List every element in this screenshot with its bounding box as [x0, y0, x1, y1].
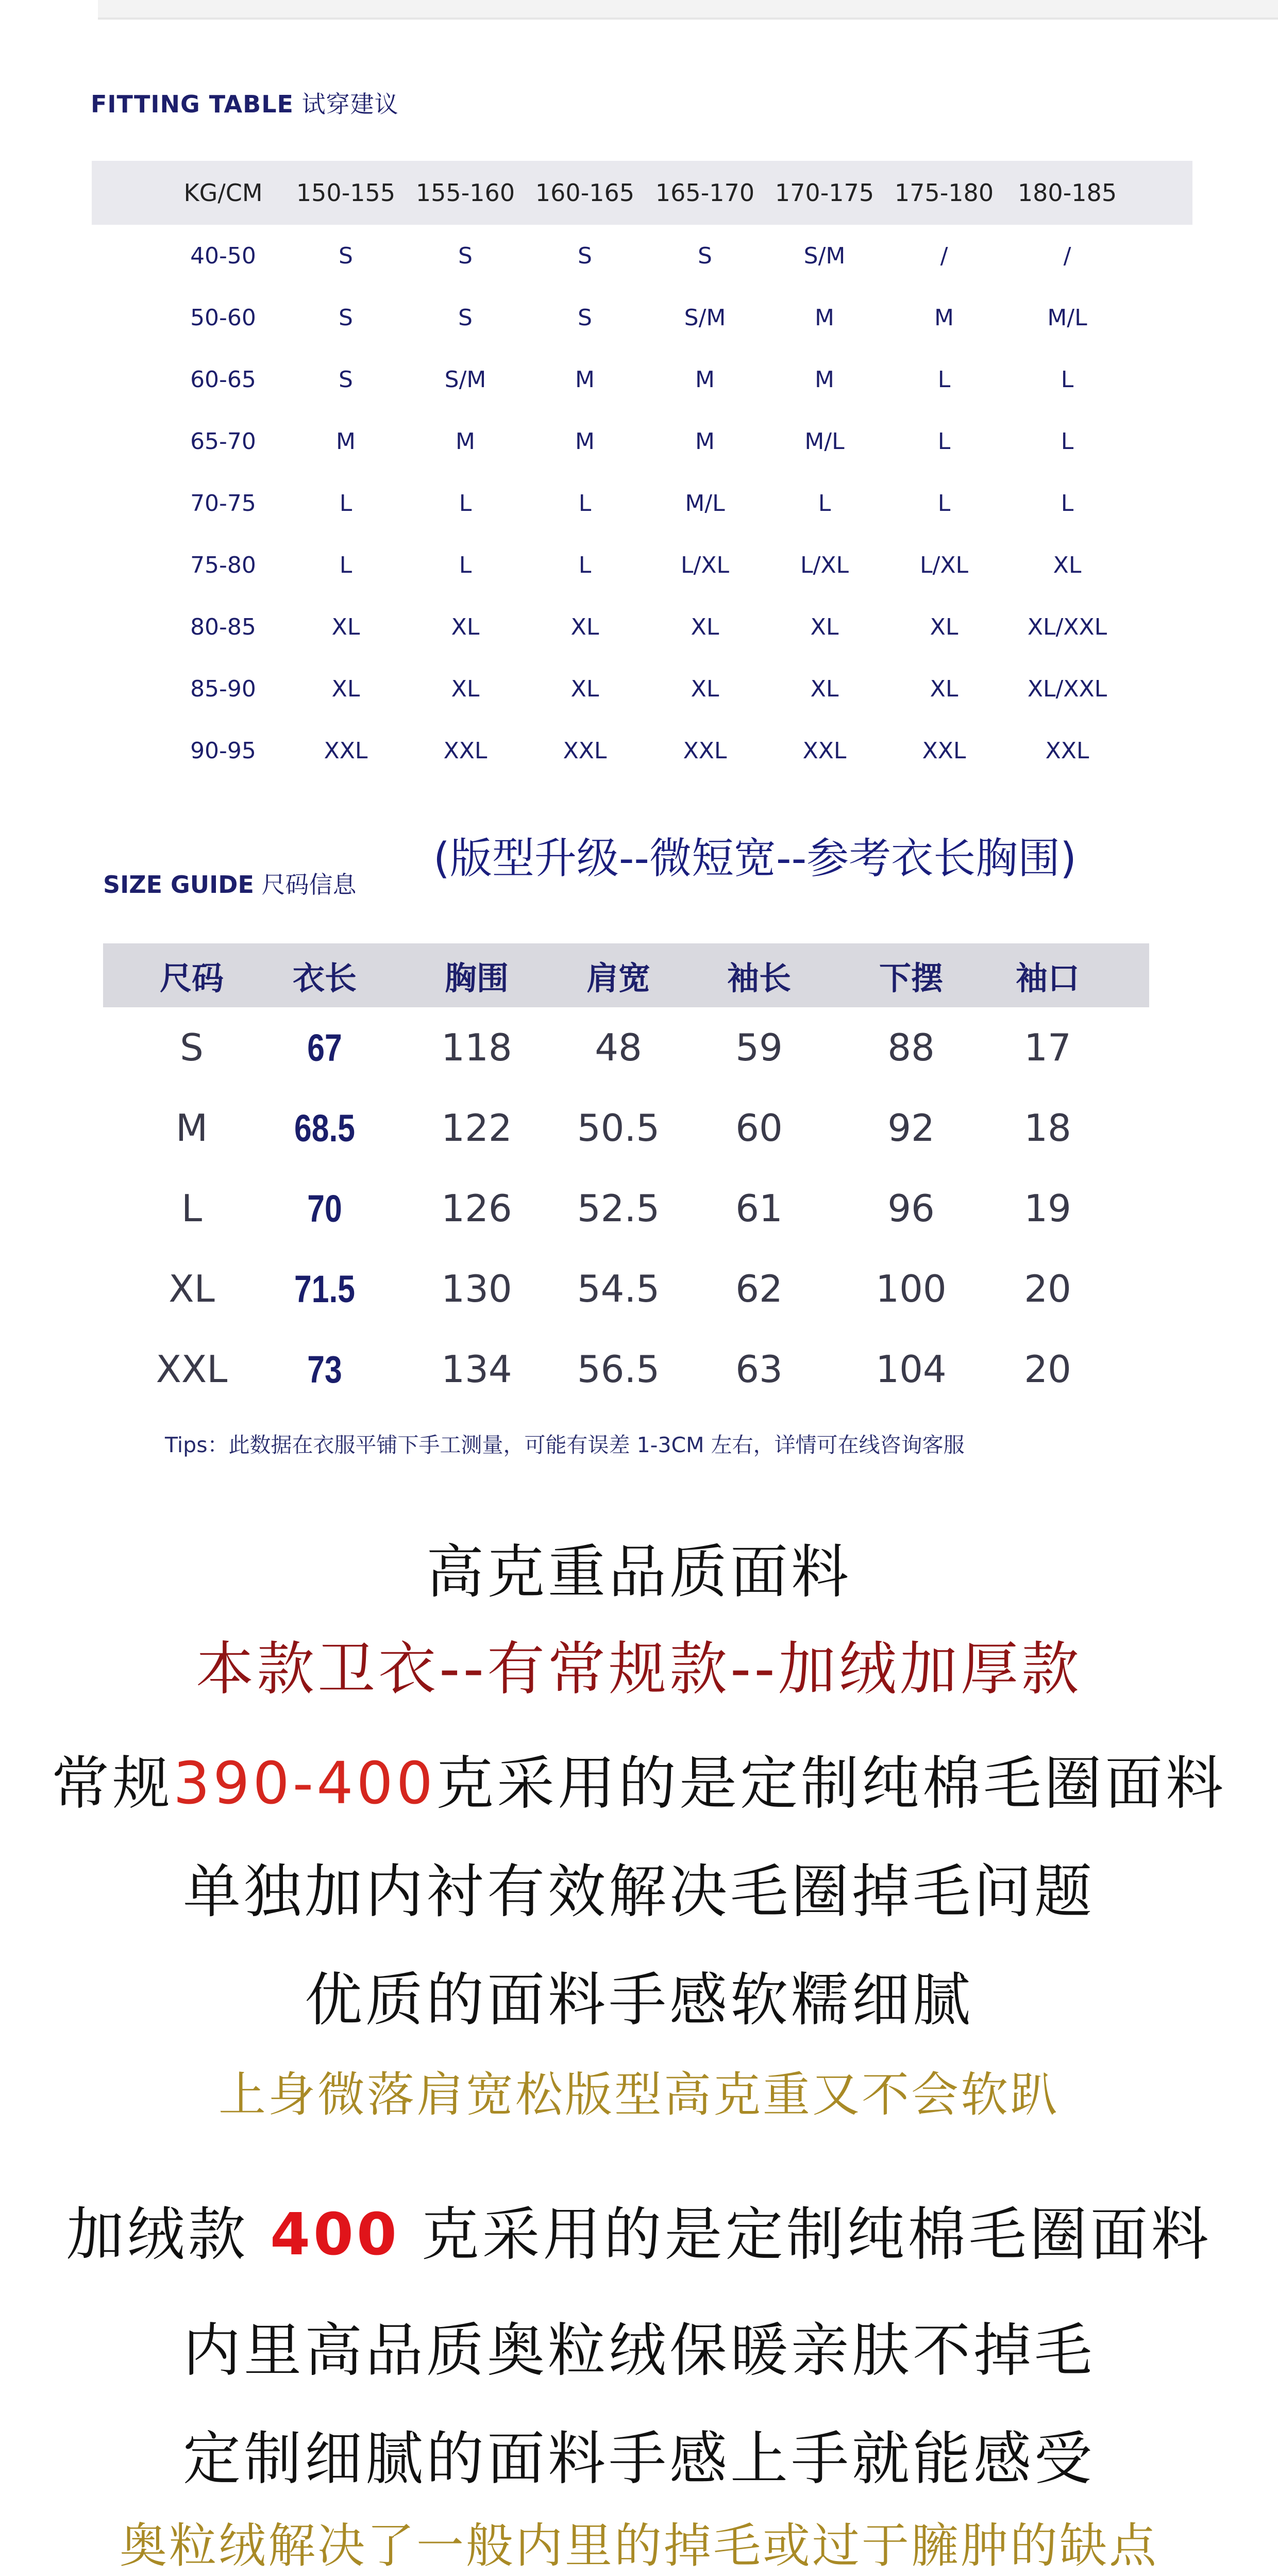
fitting-size-cell: XL	[691, 675, 719, 702]
size-guide-row	[103, 1249, 1149, 1329]
size-header-cell: 衣长	[292, 959, 357, 997]
size-header-cell: 袖口	[1015, 959, 1080, 997]
fitting-weight-cell: 40-50	[190, 242, 256, 269]
fabric-title: 高克重品质面料	[426, 1539, 852, 1606]
fit-style-line: 上身微落肩宽松版型高克重又不会软趴	[218, 2067, 1060, 2122]
fitting-size-cell: XL/XXL	[1027, 613, 1107, 640]
fitting-size-cell: M/L	[685, 490, 725, 517]
fitting-weight-cell: 60-65	[190, 366, 256, 393]
size-label-cell: XXL	[156, 1348, 228, 1391]
fitting-size-cell: M	[934, 304, 954, 331]
size-guide-note: (版型升级--微短宽--参考衣长胸围)	[433, 834, 1077, 883]
fitting-size-cell: XL	[810, 613, 839, 640]
fitting-size-cell: XL/XXL	[1027, 675, 1107, 702]
size-header-cell: 尺码	[159, 959, 224, 997]
size-header-cell: 袖长	[727, 959, 791, 997]
style-variants-line: 本款卫衣--有常规款--加绒加厚款	[196, 1636, 1082, 1703]
size-measure-cell: 19	[1024, 1187, 1071, 1230]
fitting-size-cell: L	[459, 552, 472, 578]
fitting-weight-cell: 75-80	[190, 552, 256, 578]
size-header-cell: 肩宽	[586, 959, 650, 997]
size-measure-cell: 104	[876, 1348, 947, 1391]
fitting-size-cell: XL	[451, 613, 480, 640]
size-measure-cell: 60	[735, 1106, 783, 1150]
size-measure-cell: 63	[735, 1348, 783, 1391]
fitting-size-cell: XXL	[1045, 737, 1089, 764]
fitting-header-cell: 165-170	[655, 179, 755, 207]
fitting-table-row	[92, 410, 1192, 472]
fitting-weight-cell: 85-90	[190, 675, 256, 702]
fitting-size-cell: S/M	[803, 242, 846, 269]
regular-fabric-line	[0, 1737, 1278, 1820]
fitting-weight-cell: 70-75	[190, 490, 256, 517]
fitting-table-label	[91, 86, 399, 120]
fleece-fabric-line	[0, 2188, 1278, 2271]
fleece-prefix: 加绒款	[66, 2201, 271, 2268]
fitting-table-row	[92, 472, 1192, 534]
fitting-size-cell: XXL	[443, 737, 487, 764]
touch-feel-line: 定制细腻的面料手感上手就能感受	[183, 2425, 1095, 2492]
fleece-suffix: 克采用的是定制纯棉毛圈面料	[399, 2201, 1212, 2268]
size-measure-cell: 71.5	[294, 1267, 356, 1310]
top-divider-bar	[98, 0, 1278, 20]
size-header-cell: 下摆	[879, 959, 943, 997]
fleece-benefit-line: 奥粒绒解决了一般内里的掉毛或过于臃肿的缺点	[119, 2518, 1158, 2573]
fitting-table-label-zh: 试穿建议	[301, 90, 399, 118]
fitting-table-row	[92, 720, 1192, 782]
fitting-table-label-en: FITTING TABLE	[91, 90, 294, 118]
fitting-table-row	[92, 348, 1192, 410]
size-header-cell: 胸围	[444, 959, 509, 997]
size-label-cell: S	[180, 1026, 204, 1069]
fitting-table	[92, 161, 1192, 782]
fitting-table-row	[92, 287, 1192, 348]
inner-fleece-line: 内里高品质奥粒绒保暖亲肤不掉毛	[183, 2317, 1095, 2384]
size-guide-row	[103, 1329, 1149, 1409]
size-measure-cell: 17	[1024, 1026, 1071, 1069]
fitting-size-cell: S/M	[684, 304, 726, 331]
fitting-size-cell: S	[578, 242, 592, 269]
size-measure-cell: 73	[307, 1348, 342, 1391]
fitting-size-cell: XL	[331, 675, 360, 702]
size-label-cell: M	[175, 1106, 208, 1150]
fitting-size-cell: /	[940, 242, 948, 269]
fitting-size-cell: L	[937, 428, 951, 455]
fitting-size-cell: M	[815, 366, 834, 393]
fitting-table-header	[92, 161, 1192, 225]
fitting-size-cell: XL	[930, 613, 959, 640]
size-measure-cell: 48	[595, 1026, 642, 1069]
fitting-size-cell: L	[339, 490, 352, 517]
fitting-header-cell: 175-180	[894, 179, 994, 207]
fitting-size-cell: XL	[810, 675, 839, 702]
fitting-size-cell: XL	[331, 613, 360, 640]
fitting-weight-cell: 50-60	[190, 304, 256, 331]
fitting-size-cell: L/XL	[681, 552, 729, 578]
fitting-size-cell: L	[818, 490, 831, 517]
size-guide-label-zh: 尺码信息	[261, 871, 357, 899]
size-measure-cell: 88	[887, 1026, 935, 1069]
fitting-size-cell: XL	[930, 675, 959, 702]
fitting-size-cell: XXL	[922, 737, 966, 764]
fitting-size-cell: XL	[570, 675, 599, 702]
fleece-weight: 400	[270, 2201, 400, 2268]
fitting-size-cell: S/M	[444, 366, 486, 393]
fitting-size-cell: XXL	[324, 737, 368, 764]
fitting-header-cell: 155-160	[415, 179, 515, 207]
fitting-weight-cell: 80-85	[190, 613, 256, 640]
fitting-size-cell: L	[459, 490, 472, 517]
size-measure-cell: 59	[735, 1026, 783, 1069]
size-guide-row	[103, 1007, 1149, 1088]
size-measure-cell: 118	[441, 1026, 512, 1069]
size-measure-cell: 126	[441, 1187, 512, 1230]
fitting-header-cell: 180-185	[1017, 179, 1117, 207]
size-measure-cell: 61	[735, 1187, 783, 1230]
fitting-table-row	[92, 534, 1192, 596]
soft-fabric-line: 优质的面料手感软糯细腻	[305, 1967, 973, 2034]
size-measure-cell: 134	[441, 1348, 512, 1391]
size-label-cell: XL	[169, 1267, 215, 1310]
fitting-size-cell: L	[937, 490, 951, 517]
size-guide-label	[103, 866, 357, 900]
regular-prefix: 常规	[52, 1750, 174, 1817]
fitting-size-cell: XXL	[802, 737, 847, 764]
size-guide-table	[103, 943, 1149, 1409]
fitting-size-cell: S	[458, 242, 473, 269]
size-measure-cell: 68.5	[294, 1106, 356, 1150]
fitting-size-cell: M	[695, 366, 715, 393]
fitting-size-cell: S	[339, 304, 353, 331]
fitting-size-cell: XL	[1053, 552, 1082, 578]
fitting-weight-cell: 65-70	[190, 428, 256, 455]
size-measure-cell: 54.5	[577, 1267, 660, 1310]
fitting-size-cell: L	[578, 552, 592, 578]
size-guide-row	[103, 1168, 1149, 1249]
size-guide-header	[103, 943, 1149, 1007]
fitting-weight-cell: 90-95	[190, 737, 256, 764]
fitting-size-cell: L	[1061, 490, 1074, 517]
size-measure-cell: 96	[887, 1187, 935, 1230]
fitting-header-cell: 170-175	[775, 179, 875, 207]
fitting-size-cell: L	[1061, 428, 1074, 455]
size-guide-tips: Tips：此数据在衣服平铺下手工测量，可能有误差 1-3CM 左右，详情可在线咨询客服	[165, 1433, 965, 1457]
size-measure-cell: 52.5	[577, 1187, 660, 1230]
fitting-size-cell: M	[575, 428, 595, 455]
fitting-size-cell: M/L	[804, 428, 845, 455]
fitting-header-cell: 150-155	[296, 179, 396, 207]
fitting-size-cell: L	[937, 366, 951, 393]
size-measure-cell: 70	[307, 1187, 342, 1230]
fitting-size-cell: L/XL	[920, 552, 968, 578]
fitting-table-row	[92, 225, 1192, 287]
fitting-size-cell: XXL	[683, 737, 727, 764]
fitting-size-cell: M/L	[1047, 304, 1087, 331]
fitting-size-cell: S	[339, 366, 353, 393]
fitting-size-cell: S	[458, 304, 473, 331]
size-guide-row	[103, 1088, 1149, 1168]
fitting-size-cell: M	[695, 428, 715, 455]
fitting-size-cell: /	[1063, 242, 1071, 269]
size-measure-cell: 62	[735, 1267, 783, 1310]
fitting-table-row	[92, 658, 1192, 720]
size-measure-cell: 20	[1024, 1267, 1071, 1310]
regular-suffix: 克采用的是定制纯棉毛圈面料	[435, 1750, 1226, 1817]
size-measure-cell: 50.5	[577, 1106, 660, 1150]
size-measure-cell: 67	[307, 1026, 342, 1069]
fitting-size-cell: S	[698, 242, 712, 269]
fitting-header-cell: KG/CM	[183, 179, 263, 207]
fitting-table-row	[92, 596, 1192, 658]
regular-weight: 390-400	[173, 1750, 436, 1817]
size-measure-cell: 20	[1024, 1348, 1071, 1391]
size-measure-cell: 122	[441, 1106, 512, 1150]
fitting-size-cell: S	[578, 304, 592, 331]
fitting-size-cell: M	[815, 304, 834, 331]
size-measure-cell: 130	[441, 1267, 512, 1310]
fitting-size-cell: XL	[691, 613, 719, 640]
fitting-header-cell: 160-165	[535, 179, 635, 207]
fitting-size-cell: L/XL	[800, 552, 849, 578]
fitting-size-cell: L	[1061, 366, 1074, 393]
lining-line: 单独加内衬有效解决毛圈掉毛问题	[183, 1858, 1095, 1925]
fitting-size-cell: M	[456, 428, 475, 455]
fitting-size-cell: M	[336, 428, 356, 455]
fitting-size-cell: XXL	[563, 737, 607, 764]
fitting-size-cell: M	[575, 366, 595, 393]
size-measure-cell: 56.5	[577, 1348, 660, 1391]
size-label-cell: L	[181, 1187, 203, 1230]
size-guide-label-en: SIZE GUIDE	[103, 871, 254, 899]
fitting-size-cell: XL	[570, 613, 599, 640]
size-measure-cell: 100	[876, 1267, 947, 1310]
size-measure-cell: 18	[1024, 1106, 1071, 1150]
size-measure-cell: 92	[887, 1106, 935, 1150]
fitting-size-cell: S	[339, 242, 353, 269]
fitting-size-cell: L	[578, 490, 592, 517]
fitting-size-cell: L	[339, 552, 352, 578]
fitting-size-cell: XL	[451, 675, 480, 702]
